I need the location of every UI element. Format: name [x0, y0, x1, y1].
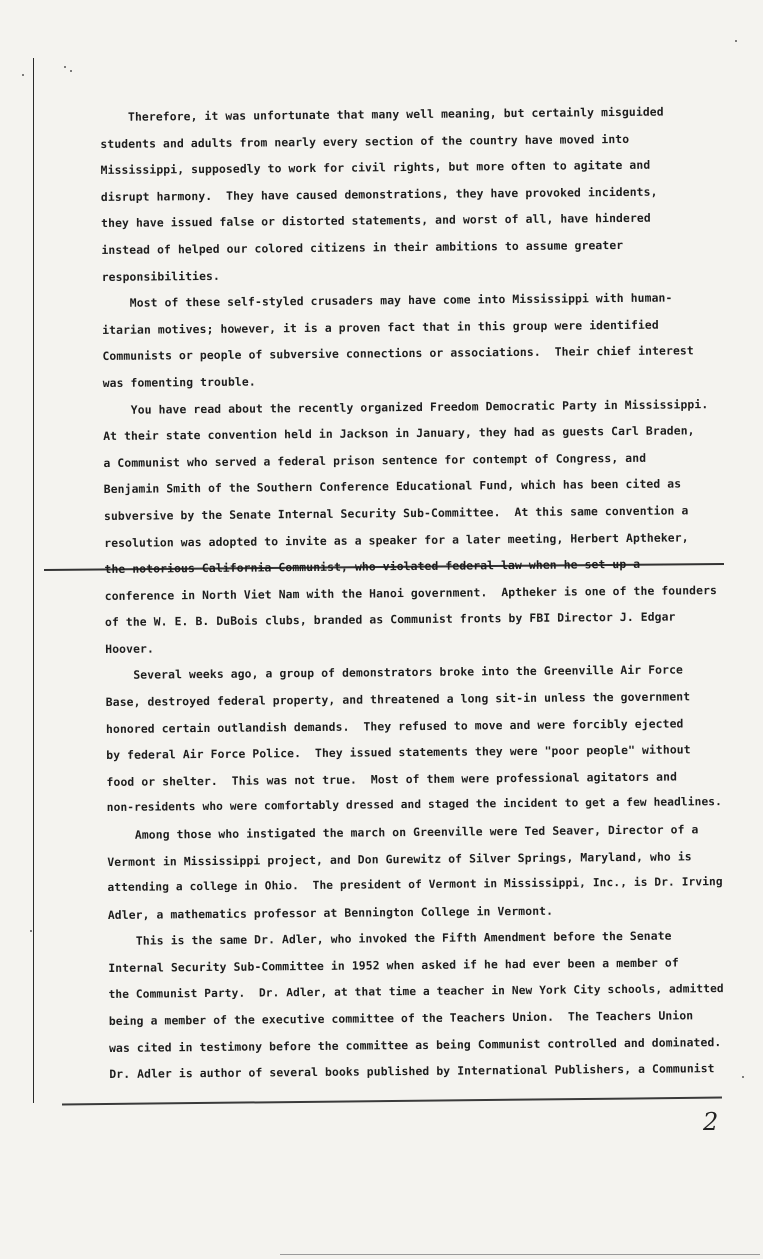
text-line: attending a college in Ohio. The president of Vermont in Mississippi, Inc., is Dr. Irving	[107, 875, 723, 895]
page-number: 2	[703, 1108, 719, 1136]
text-line: Several weeks ago, a group of demonstrators broke into the Greenville Air Force	[105, 662, 684, 683]
text-line: resolution was adopted to invite as a speaker for a later meeting, Herbert Aptheker,	[104, 529, 689, 550]
text-line: Base, destroyed federal property, and threatened a long sit-in unless the government	[105, 689, 691, 710]
left-margin-rule	[33, 58, 34, 1103]
text-line: Most of these self-styled crusaders may have come into Mississippi with human-	[101, 290, 673, 311]
text-line: being a member of the executive committee of the Teachers Union. The Teachers Union	[108, 1008, 694, 1029]
page-edge-line	[280, 1254, 760, 1255]
text-line: Communists or people of subversive connections or associations. Their chief interest	[102, 343, 694, 364]
text-line: students and adults from nearly every section of the country have moved into	[100, 131, 630, 151]
speck	[30, 930, 32, 932]
text-line: itarian motives; however, it is a proven fact that in this group were identified	[102, 317, 659, 337]
text-line: the Communist Party. Dr. Adler, at that time a teacher in New York City schools, admitted	[108, 981, 724, 1001]
text-line: by federal Air Force Police. They issued statements they were "poor people" without	[106, 742, 691, 763]
text-line: Among those who instigated the march on Greenville were Ted Seaver, Director of a	[106, 822, 699, 842]
speck	[70, 70, 72, 72]
bottom-rule	[62, 1097, 722, 1106]
text-line: Vermont in Mississippi project, and Don Gurewitz of Silver Springs, Maryland, who is	[107, 848, 692, 869]
text-line: non-residents who were comfortably dressed and staged the incident to get a few headlines.	[106, 795, 722, 815]
text-line: Dr. Adler is author of several books published by International Publishers, a Communist	[109, 1061, 715, 1082]
speck	[742, 1076, 744, 1078]
text-line: conference in North Viet Nam with the Hanoi government. Aptheker is one of the founders	[104, 582, 718, 603]
speck	[64, 66, 66, 68]
text-line: was cited in testimony before the committee as being Communist controlled and dominated.	[108, 1034, 722, 1055]
speck	[735, 40, 737, 42]
text-line: Adler, a mathematics professor at Bennington College in Vermont.	[107, 903, 554, 922]
text-line: the notorious California Communist, who violated federal law when he set up a	[104, 556, 641, 577]
text-line: Therefore, it was unfortunate that many well meaning, but certainly misguided	[100, 104, 664, 124]
speck	[22, 74, 24, 76]
text-line: Benjamin Smith of the Southern Conference Educational Fund, which has been cited as	[103, 476, 682, 497]
text-line: was fomenting trouble.	[102, 374, 256, 390]
text-line: honored certain outlandish demands. They refused to move and were forcibly ejected	[105, 716, 684, 736]
text-line: Mississippi, supposedly to work for civil rights, but more often to agitate and	[100, 157, 651, 178]
text-line: responsibilities.	[101, 268, 221, 284]
text-line: This is the same Dr. Adler, who invoked the Fifth Amendment before the Senate	[107, 928, 672, 949]
text-line: of the W. E. B. DuBois clubs, branded as Communist fronts by FBI Director J. Edgar	[104, 609, 676, 630]
text-line: food or shelter. This was not true. Most of them were professional agitators and	[106, 769, 678, 789]
text-line: At their state convention held in Jackson in January, they had as guests Carl Braden,	[103, 423, 695, 444]
text-line: Internal Security Sub-Committee in 1952 when asked if he had ever been a member of	[108, 955, 679, 975]
body-text	[100, 98, 734, 1088]
text-line: Hoover.	[105, 641, 155, 656]
text-line: You have read about the recently organized Freedom Democratic Party in Mississippi.	[102, 396, 709, 417]
text-line: a Communist who served a federal prison sentence for contempt of Congress, and	[103, 450, 647, 470]
text-line: instead of helped our colored citizens in their ambitions to assume greater	[101, 237, 624, 257]
text-line: disrupt harmony. They have caused demonstrations, they have provoked incidents,	[100, 184, 658, 204]
text-line: subversive by the Senate Internal Security Sub-Committee. At this same convention a	[103, 503, 689, 523]
text-line: they have issued false or distorted statements, and worst of all, have hindered	[101, 211, 651, 231]
